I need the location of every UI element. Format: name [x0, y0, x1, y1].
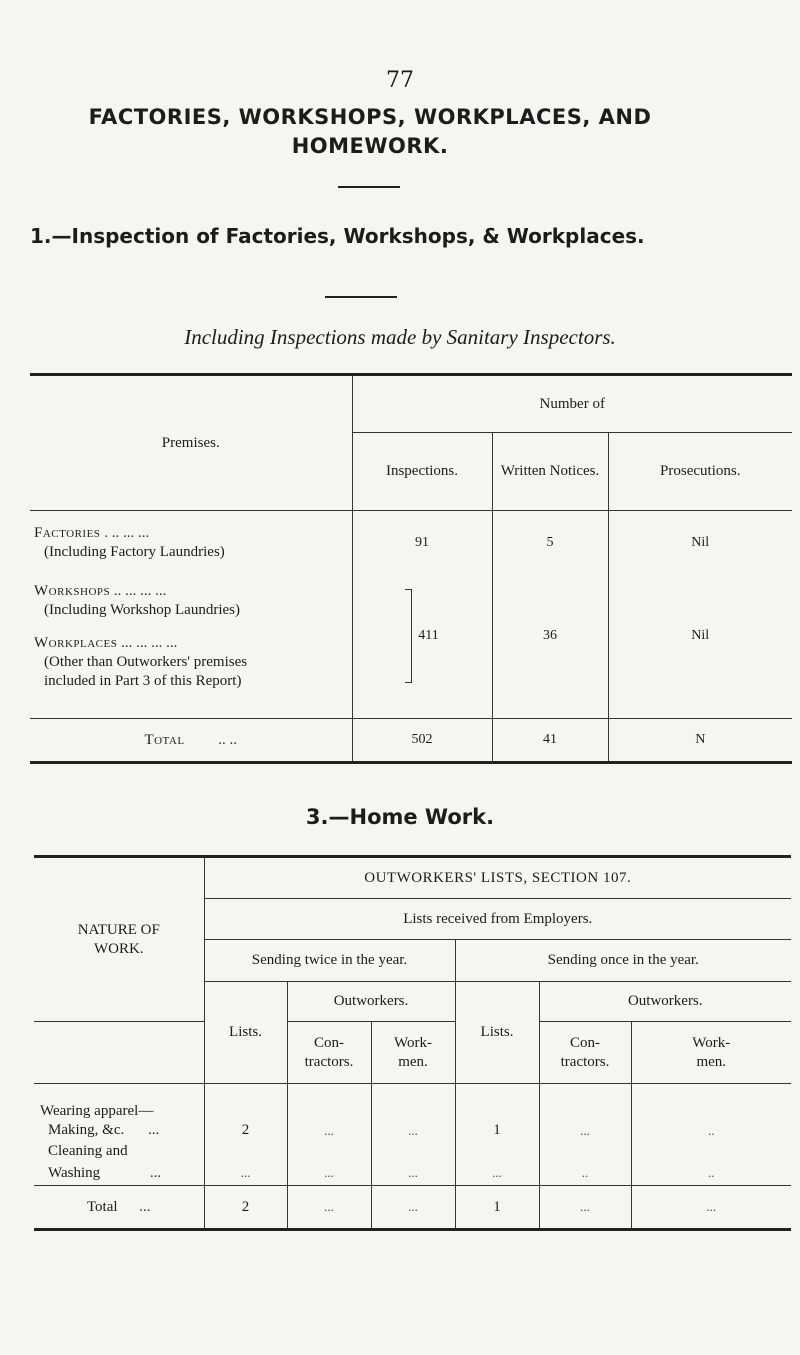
nature-of-work-label: NATURE OF WORK.	[77, 921, 160, 957]
washing-label: Washing	[48, 1164, 101, 1181]
factories-note: (Including Factory Laundries)	[44, 544, 225, 561]
section1-subtitle: Including Inspections made by Sanitary Inspectors.	[184, 325, 616, 349]
total-label: Total	[144, 731, 185, 748]
leader-dots: ...	[139, 1198, 151, 1215]
total-notices: 41	[492, 719, 608, 763]
washing-once-lists: ...	[455, 1162, 539, 1186]
workplaces-label: Workplaces	[34, 634, 118, 651]
total-once-workmen: ...	[706, 1199, 717, 1214]
leader-dots: . .. ... ...	[104, 525, 150, 542]
workplaces-cell	[30, 627, 352, 697]
once-workmen-header	[631, 1022, 791, 1084]
total-once-lists: 1	[455, 1186, 539, 1230]
leader-dots: ...	[149, 1164, 162, 1181]
total-inspections: 502	[352, 719, 492, 763]
page-title-line-2: HOMEWORK.	[291, 134, 449, 158]
twice-workmen-label: Work- men.	[394, 1034, 432, 1070]
washing-once-workmen: ..	[631, 1162, 791, 1186]
twice-outworkers-header: Outworkers.	[287, 982, 455, 1022]
title-divider	[338, 186, 400, 188]
leader-dots: ...	[148, 1122, 160, 1138]
twice-contractors-header	[287, 1022, 371, 1084]
making-once-lists: 1	[455, 1120, 539, 1142]
grouped-notices: 36	[492, 575, 608, 697]
washing-twice-contractors: ...	[287, 1162, 371, 1186]
section1-divider	[325, 296, 397, 298]
premises-header: Premises.	[30, 375, 352, 511]
leader-dots: ... ... ... ...	[121, 634, 178, 651]
factories-prosecutions: Nil	[691, 534, 710, 550]
washing-once-contractors: ..	[539, 1162, 631, 1186]
grouped-inspections-value: 411	[418, 627, 439, 643]
section3-title: 3.—Home Work.	[305, 805, 495, 829]
nature-of-work-header	[34, 857, 204, 1022]
making-twice-workmen: ...	[371, 1120, 455, 1142]
making-label: Making, &c.	[48, 1122, 125, 1138]
workshops-cell	[30, 575, 352, 627]
making-twice-contractors: ...	[287, 1120, 371, 1142]
making-row-label	[34, 1120, 204, 1142]
homework-total-cell	[34, 1186, 204, 1230]
once-contractors-header	[539, 1022, 631, 1084]
wearing-apparel-heading: Wearing apparel—	[34, 1084, 204, 1120]
workshops-label: Workshops	[34, 583, 111, 599]
total-prosecutions: N	[695, 732, 706, 747]
workshops-note: (Including Workshop Laundries)	[44, 602, 240, 618]
page-title	[40, 103, 700, 161]
lists-received-header: Lists received from Employers.	[204, 899, 791, 940]
prosecutions-header: Prosecutions.	[608, 433, 792, 511]
leader-dots: .. ... ... ...	[113, 583, 167, 599]
twice-workmen-header	[371, 1022, 455, 1084]
once-workmen-label: Work- men.	[692, 1034, 731, 1070]
sending-once-header: Sending once in the year.	[455, 940, 791, 982]
inspection-table	[30, 373, 792, 764]
leader-dots: .. ..	[218, 731, 238, 748]
page-number: 77	[386, 68, 414, 93]
total-twice-lists: 2	[204, 1186, 287, 1230]
total-once-contractors: ...	[539, 1186, 631, 1230]
written-notices-header: Written Notices.	[492, 433, 608, 511]
page-title-line-1: FACTORIES, WORKSHOPS, WORKPLACES, AND	[88, 105, 652, 129]
once-lists-header: Lists.	[455, 982, 539, 1084]
workplaces-note-1: (Other than Outworkers' premises	[44, 653, 248, 670]
section1-title: 1.—Inspection of Factories, Workshops, & Workplaces.	[30, 224, 645, 248]
once-contractors-label: Con- tractors.	[560, 1034, 610, 1070]
sending-twice-header: Sending twice in the year.	[204, 940, 455, 982]
factories-label: Factories	[34, 525, 101, 542]
inspections-header: Inspections.	[352, 433, 492, 511]
washing-twice-workmen: ...	[371, 1162, 455, 1186]
total-twice-workmen: ...	[371, 1186, 455, 1230]
twice-lists-header: Lists.	[204, 982, 287, 1084]
making-twice-lists: 2	[204, 1120, 287, 1142]
homework-total-label: Total	[86, 1198, 118, 1215]
total-cell	[30, 719, 352, 763]
twice-contractors-label: Con- tractors.	[304, 1034, 354, 1070]
group-brace	[405, 589, 412, 683]
grouped-prosecutions: Nil	[691, 627, 710, 643]
workplaces-note-2: included in Part 3 of this Report)	[44, 672, 242, 689]
washing-row-label	[34, 1162, 204, 1186]
homework-table	[34, 855, 791, 1231]
factories-notices: 5	[492, 511, 608, 575]
outworkers-lists-header: OUTWORKERS' LISTS, SECTION 107.	[204, 857, 791, 899]
making-once-workmen: ..	[708, 1122, 715, 1138]
making-once-contractors: ...	[539, 1120, 631, 1142]
washing-twice-lists: ...	[204, 1162, 287, 1186]
factories-inspections: 91	[352, 511, 492, 575]
cleaning-label: Cleaning and	[34, 1142, 204, 1162]
grouped-inspections	[352, 575, 492, 697]
once-outworkers-header: Outworkers.	[539, 982, 791, 1022]
number-of-header: Number of	[352, 375, 792, 433]
total-twice-contractors: ...	[287, 1186, 371, 1230]
factories-cell	[30, 511, 352, 575]
